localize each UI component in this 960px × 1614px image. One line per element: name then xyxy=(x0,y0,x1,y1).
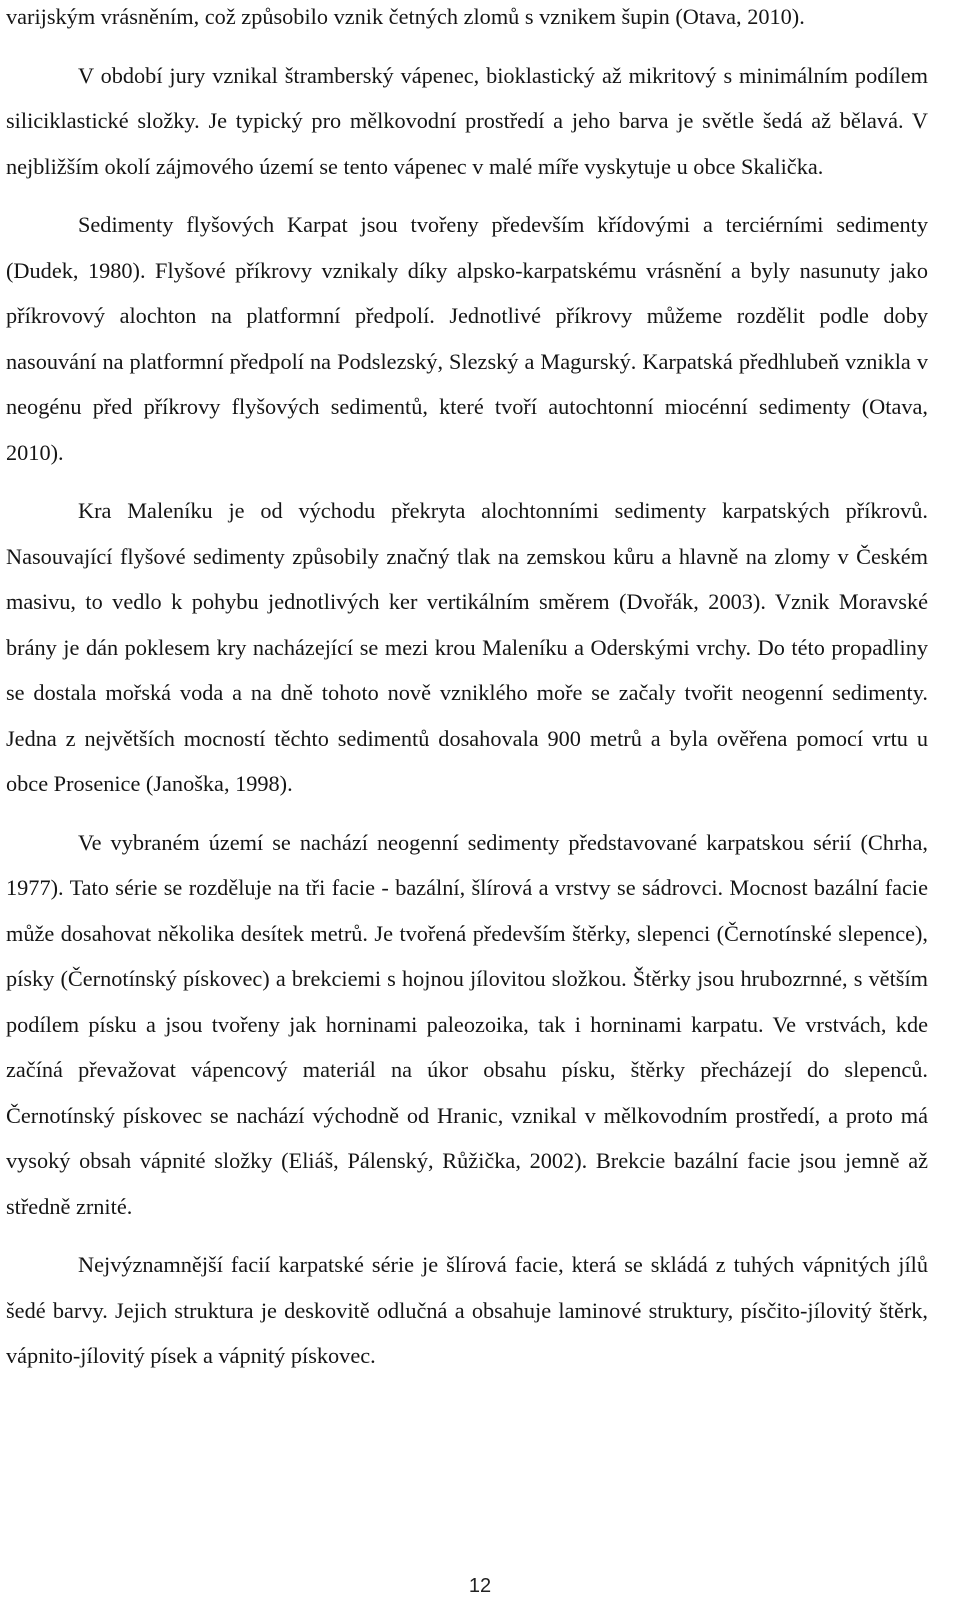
paragraph-malenik-block: Kra Maleníku je od východu překryta alochtonními sedimenty karpatských příkrovů. Nasouvající flyšové sedimenty způsobily značný tlak na zemskou kůru a hlavně na zlomy v Českém masivu, to vedlo k pohybu jednotlivých ker vertikálním směrem (Dvořák, 2003). Vznik Moravské brány je dán poklesem kry nacházející se mezi krou Maleníku a Oderskými vrchy. Do této propadliny se dostala mořská voda a na dně tohoto nově vzniklého moře se začaly tvořit neogenní sedimenty. Jedna z největších mocností těchto sedimentů dosahovala 900 metrů a byla ověřena pomocí vrtu u obce Prosenice (Janoška, 1998). xyxy=(6,498,928,796)
paragraph-schlier-facies: Nejvýznamnější facií karpatské série je šlírová facie, která se skládá z tuhých vápnitých jílů šedé barvy. Jejich struktura je deskovitě odlučná a obsahuje laminové struktury, písčito-jílovitý štěrk, vápnito-jílovitý písek a vápnitý pískovec. xyxy=(6,1252,928,1368)
page-body xyxy=(6,0,928,1379)
paragraph-carpathian-series: Ve vybraném území se nachází neogenní sedimenty představované karpatskou sérií (Chrha, 1977). Tato série se rozděluje na tři facie - bazální, šlírová a vrstvy se sádrovci. Mocnost bazální facie může dosahovat několika desítek metrů. Je tvořená především štěrky, slepenci (Černotínské slepence), písky (Černotínský pískovec) a brekciemi s hojnou jílovitou složkou. Štěrky jsou hrubozrnné, s větším podílem písku a jsou tvořeny jak horninami paleozoika, tak i horninami karpatu. Ve vrstvách, kde začíná převažovat vápencový materiál na úkor obsahu písku, štěrky přecházejí do slepenců. Černotínský pískovec se nachází východně od Hranic, vznikal v mělkovodním prostředí, a proto má vysoký obsah vápnité složky (Eliáš, Pálenský, Růžička, 2002). Brekcie bazální facie jsou jemně až středně zrnité. xyxy=(6,829,928,1219)
paragraph-continued: varijským vrásněním, což způsobilo vznik četných zlomů s vznikem šupin (Otava, 2010). xyxy=(6,4,805,29)
page-number: 12 xyxy=(468,1575,492,1597)
paragraph-flysch-carpathians: Sedimenty flyšových Karpat jsou tvořeny především křídovými a terciérními sedimenty (Dudek, 1980). Flyšové příkrovy vznikaly díky alpsko-karpatskému vrásnění a byly nasunuty jako příkrovový alochton na platformní předpolí. Jednotlivé příkrovy můžeme rozdělit podle doby nasouvání na platformní předpolí na Podslezský, Slezský a Magurský. Karpatská předhlubeň vznikla v neogénu před příkrovy flyšových sedimentů, které tvoří autochtonní miocénní sedimenty (Otava, 2010). xyxy=(6,212,928,465)
paragraph-stramberk-limestone: V období jury vznikal štramberský vápenec, bioklastický až mikritový s minimálním podílem siliciklastické složky. Je typický pro mělkovodní prostředí a jeho barva je světle šedá až bělavá. V nejbližším okolí zájmového území se tento vápenec v malé míře vyskytuje u obce Skalička. xyxy=(6,62,928,179)
